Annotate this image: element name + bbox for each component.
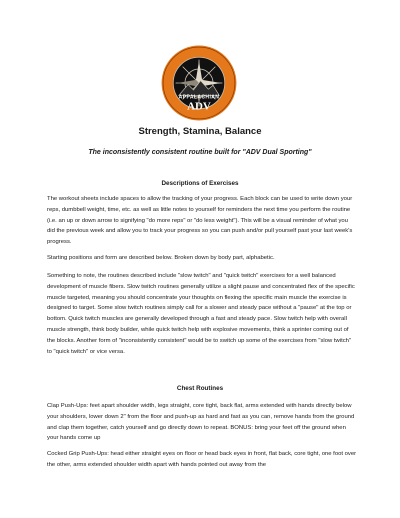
logo-main-text: ADV <box>187 100 211 113</box>
chest-heading: Chest Routines <box>176 385 224 392</box>
descriptions-paragraph: Starting positions and form are described below. Broken down by body part, alphabetic. <box>47 255 275 261</box>
descriptions-heading: Descriptions of Exercises <box>161 180 239 187</box>
descriptions-paragraph: The workout sheets include spaces to allow the tracking of your progress. Each block can be used to write down your reps, dumbbell weight, time, etc. as well as little notes to yourself for reminders the next time you perform the routine (i.e. an up or down arrow to signifying "do more reps" or "do less weight"). This will be a visual reminder of what you did the previous week and allow you to track your progress so you can push and/or pull yourself past your last week's progress. <box>47 196 353 246</box>
appalachian-adv-logo <box>160 44 238 122</box>
chest-paragraph: Cocked Grip Push-Ups: head either straight eyes on floor or head back eyes in front, flat back, core tight, one foot over the other, arms extended shoulder width apart with hands pointed out away from the <box>47 451 357 468</box>
chest-paragraph: Clap Push-Ups: feet apart shoulder width, legs straight, core tight, back flat, arms extended with hands directly below your shoulders, lower down 2" from the floor and push-up as hard and fast as you can, remove hands from the ground and clap them together, catch yourself and go directly down to repeat. BONUS: bring your feet off the ground when your hands come up <box>47 403 355 442</box>
document-subtitle: The inconsistently consistent routine built for "ADV Dual Sporting" <box>88 149 312 156</box>
document-title: Strength, Stamina, Balance <box>138 126 262 137</box>
logo-top-text: APPALACHIAN <box>178 94 220 101</box>
descriptions-paragraph: Something to note, the routines described include "slow twitch" and "quick twitch" exercises for a well balanced development of muscle fibers. Slow twitch routines generally utilize a slight pause and concentrated flex of the specific muscle targeted, meaning you should concentrate your thoughts on flexing the specific main muscle the exercise is designed to target. Some slow twitch routines simply call for a slower and steady pace without a "pause" at the top or bottom. Quick twitch muscles are generally developed through a fast and steady pace. Slow twitch help with overall muscle strength, think body builder, while quick twitch help with explosive movements, think a sprinter coming out of the blocks. Another form of "inconsistently consistent" would be to switch up some of the exercises from "slow twitch" to "quick twitch" or vice versa. <box>47 273 355 355</box>
